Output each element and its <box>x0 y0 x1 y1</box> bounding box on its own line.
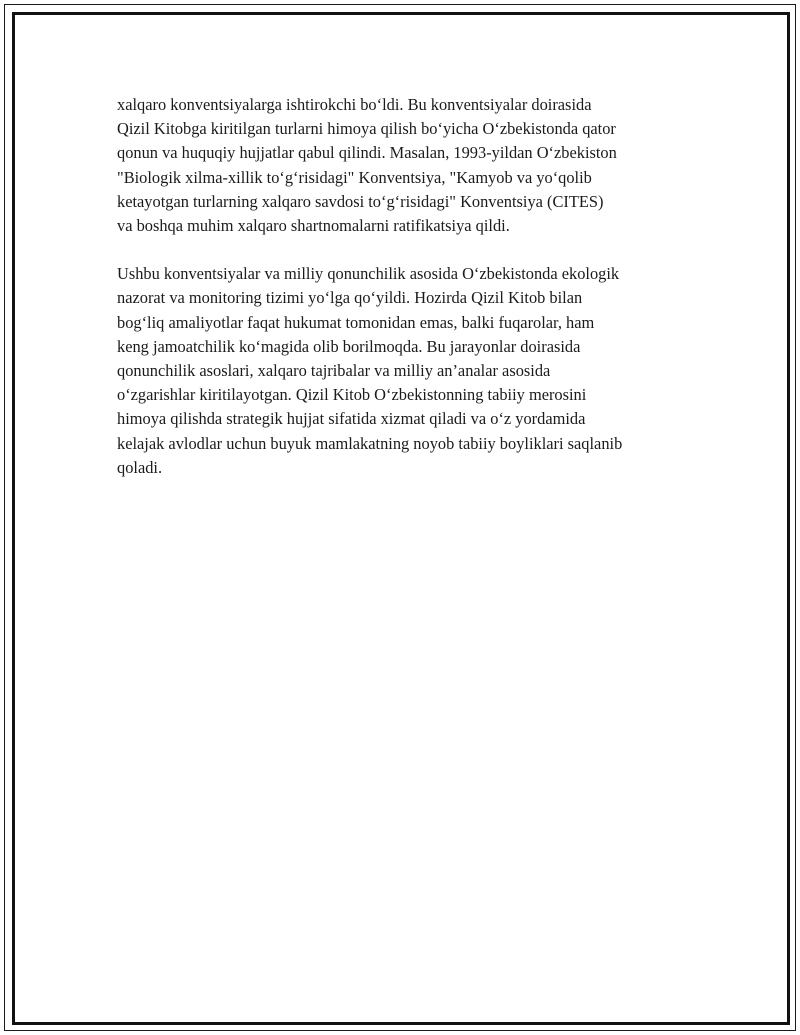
text-line: bog‘liq amaliyotlar faqat hukumat tomonidan emas, balki fuqarolar, ham <box>117 312 595 332</box>
text-line: qonun va huquqiy hujjatlar qabul qilindi. Masalan, 1993-yildan O‘zbekiston <box>117 143 617 163</box>
text-line: nazorat va monitoring tizimi yo‘lga qo‘yildi. Hozirda Qizil Kitob bilan <box>117 288 583 308</box>
text-line: "Biologik xilma-xillik to‘g‘risidagi" Konventsiya, "Kamyob va yo‘qolib <box>117 167 592 187</box>
text-line: qonunchilik asoslari, xalqaro tajribalar va milliy an’analar asosida <box>117 361 551 381</box>
text-line: va boshqa muhim xalqaro shartnomalarni ratifikatsiya qildi. <box>117 216 510 236</box>
text-line: Qizil Kitobga kiritilgan turlarni himoya qilish bo‘yicha O‘zbekistonda qator <box>117 119 616 139</box>
text-line: himoya qilishda strategik hujjat sifatida xizmat qiladi va o‘z yordamida <box>117 409 586 429</box>
paragraph-1 <box>117 93 687 238</box>
text-line: qoladi. <box>117 457 163 477</box>
text-line: ketayotgan turlarning xalqaro savdosi to‘g‘risidagi" Konventsiya (CITES) <box>117 191 604 211</box>
text-line: o‘zgarishlar kiritilayotgan. Qizil Kitob O‘zbekistonning tabiiy merosini <box>117 385 587 405</box>
text-line: Ushbu konventsiyalar va milliy qonunchilik asosida O‘zbekistonda ekologik <box>117 264 620 284</box>
text-line: keng jamoatchilik ko‘magida olib borilmoqda. Bu jarayonlar doirasida <box>117 336 581 356</box>
paragraph-2 <box>117 262 687 480</box>
text-line: kelajak avlodlar uchun buyuk mamlakatning noyob tabiiy boyliklari saqlanib <box>117 433 623 453</box>
document-body <box>117 93 687 504</box>
text-line: xalqaro konventsiyalarga ishtirokchi bo‘ldi. Bu konventsiyalar doirasida <box>117 95 592 114</box>
